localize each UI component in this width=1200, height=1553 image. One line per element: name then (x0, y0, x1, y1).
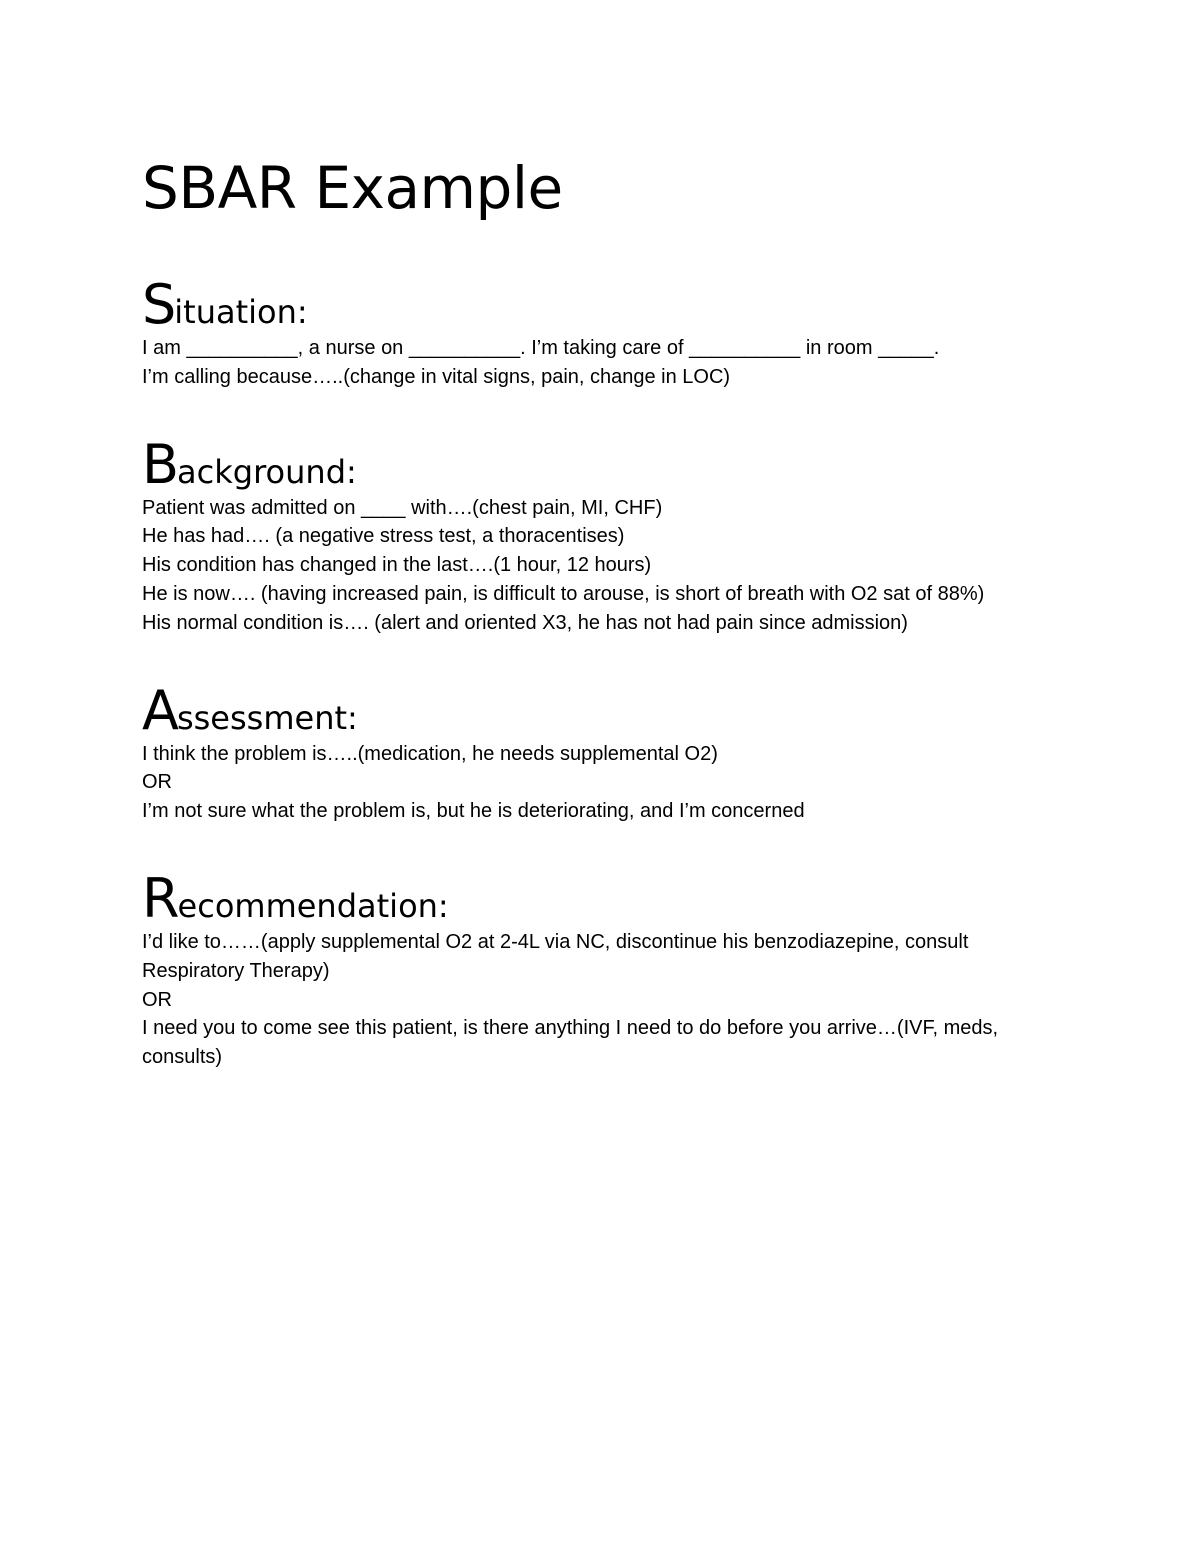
section-heading-situation (142, 273, 1082, 336)
heading-initial: B (142, 432, 178, 496)
text-line: I’d like to……(apply supplemental O2 at 2-4L via NC, discontinue his benzodiazepine, consult Respiratory Therapy) (142, 930, 969, 982)
text-line: He is now…. (having increased pain, is difficult to arouse, is short of breath with O2 sat of 88%) (142, 582, 985, 605)
heading-initial: R (142, 866, 178, 930)
text-line: His condition has changed in the last….(1 hour, 12 hours) (142, 554, 652, 577)
section-heading-recommendation (142, 866, 1082, 930)
section-heading-background (142, 432, 1082, 496)
text-line: I need you to come see this patient, is there anything I need to do before you arrive…(IVF, meds, consults) (142, 1017, 999, 1069)
text-line: I think the problem is…..(medication, he needs supplemental O2) (142, 742, 718, 765)
heading-rest: ackground: (177, 452, 357, 491)
text-line: His normal condition is…. (alert and oriented X3, he has not had pain since admission) (142, 611, 908, 634)
section-situation (142, 273, 1082, 392)
heading-initial: A (142, 678, 177, 742)
text-line: I’m not sure what the problem is, but he is deteriorating, and I’m concerned (142, 800, 805, 823)
text-line: He has had…. (a negative stress test, a thoracentises) (142, 525, 625, 548)
section-body (142, 334, 1082, 392)
section-background (142, 432, 1082, 638)
heading-rest: ituation: (174, 293, 308, 331)
section-body (142, 494, 1082, 638)
heading-rest: ecommendation: (177, 886, 449, 925)
section-body (142, 928, 1082, 1072)
page-title: SBAR Example (142, 154, 563, 222)
section-body (142, 740, 1082, 826)
text-line: Patient was admitted on ____ with….(chest pain, MI, CHF) (142, 496, 663, 519)
document-page (142, 150, 1082, 1072)
heading-initial: S (142, 273, 175, 336)
text-line: OR (142, 988, 172, 1011)
section-assessment (142, 678, 1082, 826)
heading-rest: ssessment: (176, 698, 358, 737)
section-recommendation (142, 866, 1082, 1072)
text-line: I am __________, a nurse on __________. I’m taking care of __________ in room _____. (142, 337, 940, 359)
section-heading-assessment (142, 678, 1082, 742)
text-line: OR (142, 771, 172, 794)
text-line: I’m calling because…..(change in vital signs, pain, change in LOC) (142, 365, 731, 388)
